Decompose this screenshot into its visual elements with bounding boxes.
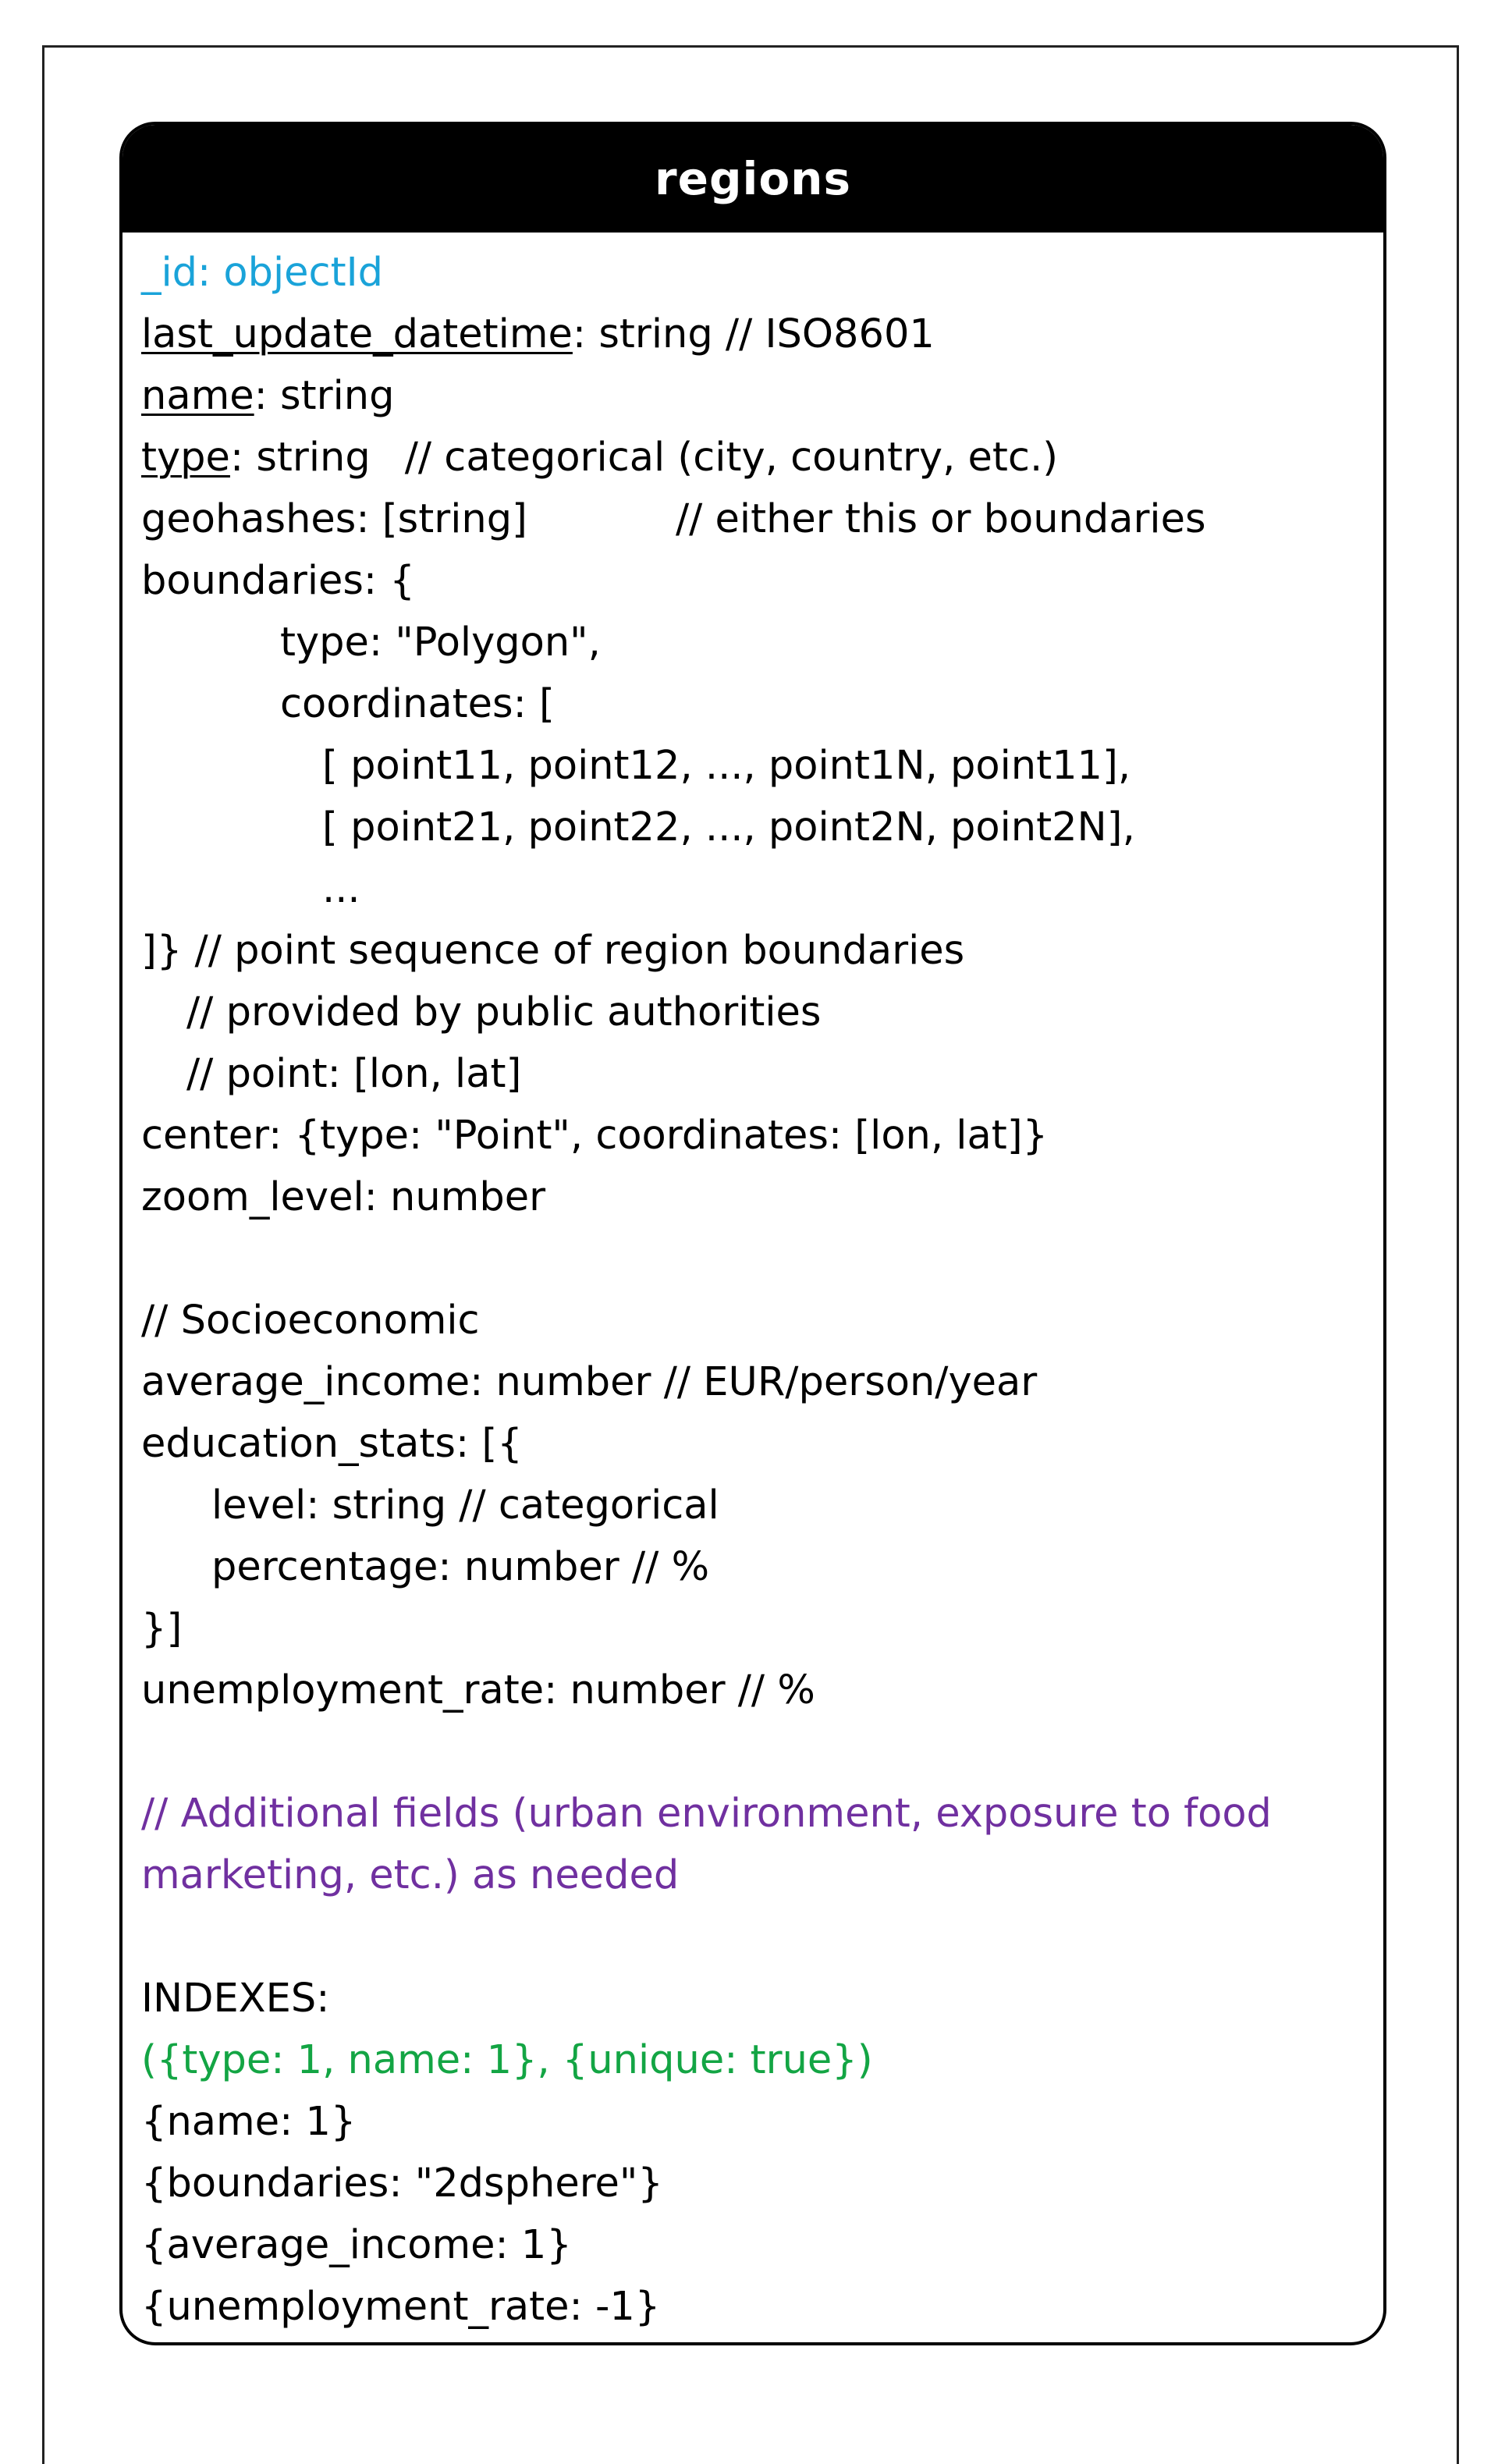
boundaries-close: ]} // point sequence of region boundaries: [141, 928, 965, 974]
education-stats-open: education_stats: [{: [141, 1421, 523, 1467]
type-field: [141, 427, 1368, 488]
field-comment: // categorical (city, country, etc.): [404, 435, 1059, 481]
field-type: : string: [254, 373, 395, 419]
boundaries-type: type: "Polygon",: [280, 620, 601, 666]
center-field: center: {type: "Point", coordinates: [lon, lat]}: [141, 1113, 1049, 1159]
ring-1: [ point11, point12, ..., point1N, point11],: [322, 743, 1131, 789]
coordinates-open: coordinates: [: [280, 681, 555, 727]
indexes-label: INDEXES:: [141, 1976, 330, 2022]
spacer: [141, 1721, 1368, 1783]
comment-authorities: // provided by public authorities: [186, 989, 822, 1035]
collection-schema-card: [119, 122, 1386, 2345]
additional-fields-note: // Additional fields (urban environment, exposure to food: [141, 1791, 1272, 1837]
index-name: {name: 1}: [141, 2099, 357, 2145]
index-boundaries: {boundaries: "2dsphere"}: [141, 2160, 663, 2207]
ring-2: [ point21, point22, ..., point2N, point2N],: [322, 804, 1135, 850]
boundaries-open: boundaries: {: [141, 558, 415, 604]
unemployment-field: unemployment_rate: number // %: [141, 1667, 815, 1713]
collection-title: regions: [655, 152, 851, 205]
id-field: _id: objectId: [141, 250, 384, 296]
field-key: name: [141, 373, 254, 419]
spacer: [141, 1906, 1368, 1968]
average-income-field: average_income: number // EUR/person/year: [141, 1359, 1038, 1405]
additional-fields-note-cont: marketing, etc.) as needed: [141, 1852, 680, 1898]
spacer: [141, 1228, 1368, 1290]
field-type: : string: [229, 435, 371, 481]
last-update-field: [141, 304, 1368, 365]
field-type: : string // ISO8601: [572, 311, 935, 357]
field-comment: // either this or boundaries: [675, 496, 1206, 542]
education-stats-close: }]: [141, 1606, 183, 1652]
schema-body: [141, 242, 1368, 2338]
index-unemployment-rate: {unemployment_rate: -1}: [141, 2284, 661, 2330]
socioeconomic-comment: // Socioeconomic: [141, 1298, 480, 1344]
field-key: type: [141, 435, 230, 481]
geohashes-field: [141, 488, 1368, 550]
card-header: [122, 125, 1383, 233]
ring-ellipsis: ...: [322, 866, 360, 912]
comment-point: // point: [lon, lat]: [186, 1051, 522, 1097]
index-unique-type-name: ({type: 1, name: 1}, {unique: true}): [141, 2037, 873, 2083]
field-def: geohashes: [string]: [141, 496, 527, 542]
name-field: [141, 365, 1368, 427]
index-average-income: {average_income: 1}: [141, 2222, 572, 2268]
field-key: last_update_datetime: [141, 311, 573, 357]
zoom-level-field: zoom_level: number: [141, 1174, 546, 1220]
education-level-field: level: string // categorical: [211, 1482, 719, 1528]
education-percentage-field: percentage: number // %: [211, 1544, 710, 1590]
